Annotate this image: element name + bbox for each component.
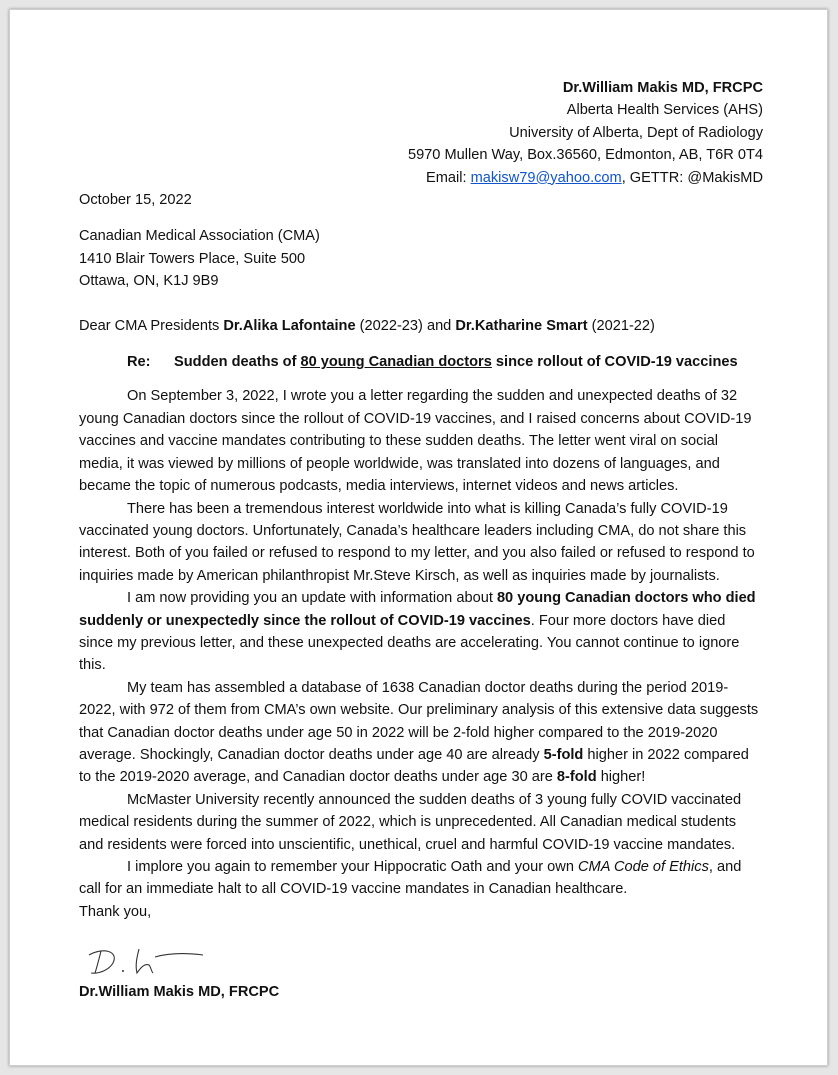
subject-label: Re: — [127, 354, 151, 371]
recipient-name: Canadian Medical Association (CMA) — [79, 228, 320, 245]
closing: Thank you, — [79, 903, 152, 920]
sender-name: Dr.William Makis MD, FRCPC — [562, 80, 763, 96]
salutation-person-2: Dr.Katharine Smart — [455, 317, 588, 334]
subject-line: Re: Sudden deaths of 80 young Canadian doctors since rollout of COVID-19 vaccines — [79, 351, 763, 373]
recipient-address-2: Ottawa, ON, K1J 9B9 — [79, 273, 219, 290]
letter-content — [79, 77, 763, 1004]
sender-contact — [79, 167, 763, 189]
paragraph-2: There has been a tremendous interest worldwide into what is killing Canada’s fully COVID-19 vaccinated young doctors. Unfortunately, Canada’s healthcare leaders including CMA, do not share this interest. Both of you failed or refused to respond to my letter, and you also failed or refused to respond to inquiries made by American philanthropist Mr.Steve Kirsch, as well as inquiries made by journalists. — [79, 500, 755, 584]
paragraph-6: I implore you again to remember your Hippocratic Oath and your own CMA Code of Ethics, and call for an immediate halt to all COVID-19 vaccine mandates in Canadian healthcare. — [79, 859, 742, 898]
paragraph-4: My team has assembled a database of 1638 Canadian doctor deaths during the period 2019-2022, with 972 of them from CMA’s own website. Our preliminary analysis of this extensive data suggests that Canadian doctor deaths under age 50 in 2022 will be 2-fold higher compared to the 2019-2020 average. Shockingly, Canadian doctor deaths under age 40 are already 5-fold higher in 2022 compared to the 2019-2020 average, and Canadian doctor deaths under age 30 are 8-fold higher! — [79, 679, 759, 786]
email-suffix: , GETTR: @MakisMD — [621, 169, 763, 186]
recipient-block — [79, 225, 763, 292]
sender-address: 5970 Mullen Way, Box.36560, Edmonton, AB, T6R 0T4 — [407, 147, 763, 164]
letter-date: October 15, 2022 — [79, 192, 192, 209]
subject-underlined: 80 young Canadian doctors — [300, 354, 492, 371]
signature-drawing — [79, 943, 209, 979]
recipient-address-1: 1410 Blair Towers Place, Suite 500 — [79, 250, 306, 267]
sender-org: Alberta Health Services (AHS) — [566, 102, 763, 119]
paragraph-3: I am now providing you an update with information about 80 young Canadian doctors who died suddenly or unexpectedly since the rollout of COVID-19 vaccines. Four more doctors have died since my previous letter, and these unexpected deaths are accelerating. You cannot continue to ignore this. — [79, 590, 756, 674]
sender-block — [79, 77, 763, 189]
letter-page — [9, 9, 828, 1066]
email-link[interactable]: makisw79@yahoo.com — [470, 169, 622, 186]
salutation-person-1: Dr.Alika Lafontaine — [223, 317, 356, 334]
signature-name: Dr.William Makis MD, FRCPC — [79, 984, 280, 1001]
sender-department: University of Alberta, Dept of Radiology — [509, 124, 763, 141]
paragraph-1: On September 3, 2022, I wrote you a letter regarding the sudden and unexpected deaths of 32 young Canadian doctors since the rollout of COVID-19 vaccines, and I raised concerns about COVID-19 vaccines and vaccine mandates contributing to these sudden deaths. The letter went viral on social media, it was viewed by millions of people worldwide, was translated into dozens of languages, and became the topic of numerous podcasts, media interviews, internet videos and news articles. — [79, 388, 752, 495]
paragraph-5: McMaster University recently announced the sudden deaths of 3 young fully COVID vaccinated medical residents during the summer of 2022, which is unprecedented. All Canadian medical students and residents were forced into unscientific, unethical, cruel and harmful COVID-19 vaccine mandates. — [79, 791, 742, 853]
email-prefix: Email: — [426, 169, 471, 186]
salutation: Dear CMA Presidents Dr.Alika Lafontaine (2022-23) and Dr.Katharine Smart (2021-22) — [79, 317, 655, 334]
handwritten-signature — [79, 943, 763, 979]
